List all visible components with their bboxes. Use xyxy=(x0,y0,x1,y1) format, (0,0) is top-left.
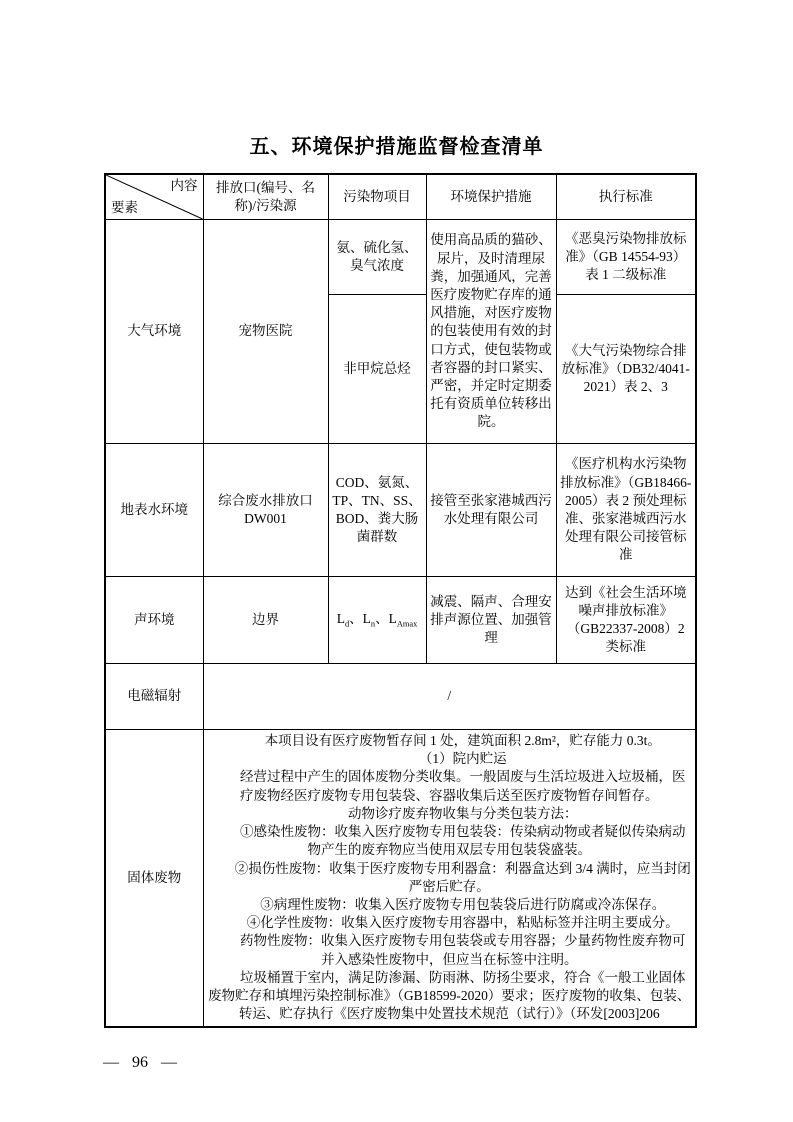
air-pollutant2-cell: 非甲烷总烃 xyxy=(328,295,426,444)
air-row-1 xyxy=(105,220,696,295)
water-pollutant-cell: COD、氨氮、TP、TN、SS、BOD、粪大肠菌群数 xyxy=(328,444,426,577)
header-content-label: 内容 xyxy=(170,178,198,193)
air-pollutant1-cell: 氨、硫化氢、臭气浓度 xyxy=(328,220,426,295)
water-measure-cell: 接管至张家港城西污水处理有限公司 xyxy=(426,444,556,577)
solid-element-cell: 固体废物 xyxy=(105,730,203,1027)
air-outlet-cell: 宠物医院 xyxy=(203,220,328,444)
footer-dash-right: — xyxy=(161,1054,177,1071)
table-header-row xyxy=(105,174,696,220)
water-standard-cell: 《医疗机构水污染物排放标准》（GB18466-2005）表 2 预处理标准、张家港城西污水处理有限公司接管标准 xyxy=(556,444,696,577)
header-standard-column: 执行标准 xyxy=(556,174,696,220)
page-number: 96 xyxy=(132,1054,148,1071)
solid-waste-paragraph: ④化学性废物：收集入医疗废物专用容器中，粘贴标签并注明主要成分。 xyxy=(246,915,679,931)
solid-waste-paragraph: 药物性废物：收集入医疗废物专用包装袋或专用容器；少量药物性废弃物可并入感染性废物中，但应当在标签中注明。 xyxy=(240,933,686,967)
checklist-table xyxy=(104,173,697,1028)
noise-row xyxy=(105,577,696,664)
header-outlet-column: 排放口(编号、名称)/污染源 xyxy=(203,174,328,220)
header-element-label: 要素 xyxy=(111,199,138,215)
solid-waste-paragraph: 垃圾桶置于室内，满足防渗漏、防雨淋、防扬尘要求，符合《一般工业固体废物贮存和填埋污染控制标准》（GB18599-2020）要求；医疗废物的收集、包装、转运、贮存执行《医疗废物集中处置技术规范（试行）》（环发[2003]206 xyxy=(208,969,691,1022)
noise-outlet-cell: 边界 xyxy=(203,577,328,664)
air-element-cell: 大气环境 xyxy=(105,220,203,444)
page-title: 五、环境保护措施监督检查清单 xyxy=(249,136,544,158)
solid-waste-paragraph: ①感染性废物：收集入医疗废物专用包装袋：传染病动物或者疑似传染病动物产生的废弃物应当使用双层专用包装袋盛装。 xyxy=(240,824,686,858)
solid-waste-paragraph: ③病理性废物：收集入医疗废物专用包装袋后进行防腐或冷冻保存。 xyxy=(260,896,666,912)
water-row xyxy=(105,444,696,577)
header-pollutant-column: 污染物项目 xyxy=(328,174,426,220)
solid-waste-paragraph: 动物诊疗废弃物收集与分类包装方法： xyxy=(348,805,578,821)
solid-waste-paragraph: ②损伤性废物：收集于医疗废物专用利器盒：利器盒达到 3/4 满时，应当封闭严密后贮存。 xyxy=(234,860,691,894)
noise-element-cell: 声环境 xyxy=(105,577,203,664)
em-row xyxy=(105,664,696,730)
header-diagonal-cell xyxy=(105,174,203,220)
air-measure-cell: 使用高品质的猫砂、尿片，及时清理尿粪，加强通风，完善医疗废物贮存库的通风措施，对医疗废物的包装使用有效的封口方式，使包装物或者容器的封口紧实、严密，并定时定期委托有资质单位转移出院。 xyxy=(426,220,556,444)
solid-waste-row xyxy=(105,730,696,1027)
header-measure-column: 环境保护措施 xyxy=(426,174,556,220)
solid-waste-paragraph: 经营过程中产生的固体废物分类收集。一般固废与生活垃圾进入垃圾桶，医疗废物经医疗废物专用包装袋、容器收集后送至医疗废物暂存间暂存。 xyxy=(240,769,686,803)
footer-dash-left: — xyxy=(103,1054,119,1071)
em-element-cell: 电磁辐射 xyxy=(105,664,203,730)
noise-measure-cell: 减震、隔声、合理安排声源位置、加强管理 xyxy=(426,577,556,664)
water-outlet-cell: 综合废水排放口 DW001 xyxy=(203,444,328,577)
solid-description-cell xyxy=(203,730,696,1027)
solid-waste-paragraph: （1）院内贮运 xyxy=(418,751,507,767)
air-standard1-cell: 《恶臭污染物排放标准》（GB 14554-93）表 1 二级标准 xyxy=(556,220,696,295)
solid-waste-paragraph: 本项目设有医疗废物暂存间 1 处，建筑面积 2.8m²，贮存能力 0.3t。 xyxy=(264,733,661,748)
air-standard2-cell: 《大气污染物综合排放标准》（DB32/4041-2021）表 2、3 xyxy=(556,295,696,444)
water-element-cell: 地表水环境 xyxy=(105,444,203,577)
page-footer xyxy=(103,1054,177,1072)
noise-standard-cell: 达到《社会生活环境噪声排放标准》（GB22337-2008）2 类标准 xyxy=(556,577,696,664)
em-value-cell: / xyxy=(203,664,696,730)
noise-pollutant-cell: $L_d$、$L_n$、$L_{Amax}$ xyxy=(328,577,426,664)
